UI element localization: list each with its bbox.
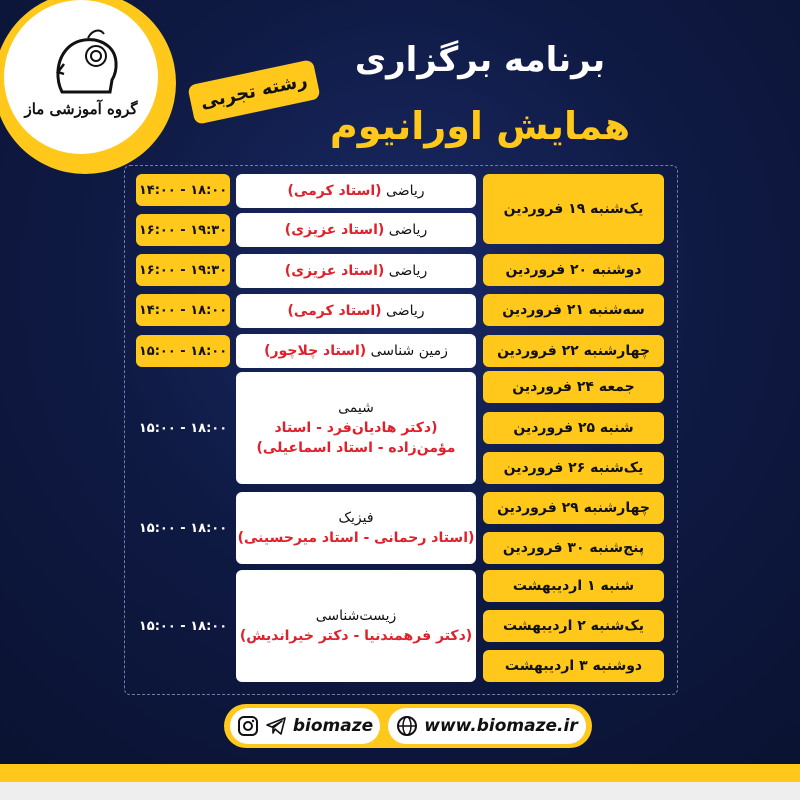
day-cell: شنبه ۱ اردیبهشت <box>483 570 664 602</box>
day-cell: دوشنبه ۲۰ فروردین <box>483 254 664 286</box>
subject-name: زمین شناسی <box>370 343 448 359</box>
telegram-icon <box>265 715 287 737</box>
subject-name: ریاضی <box>388 222 428 238</box>
time-cell: ۱۵:۰۰ - ۱۸:۰۰ <box>138 618 228 634</box>
teacher-name: (دکتر فرهمندنیا - دکتر خیراندیش) <box>239 628 473 644</box>
time-cell: ۱۴:۰۰ - ۱۸:۰۰ <box>136 174 230 206</box>
footer-stripe-light <box>0 782 800 800</box>
time-cell: ۱۵:۰۰ - ۱۸:۰۰ <box>138 420 228 436</box>
day-cell: چهارشنبه ۲۹ فروردین <box>483 492 664 524</box>
teacher-name: (استاد چلاچور) <box>264 343 367 359</box>
subject-cell <box>236 372 476 484</box>
day-cell: جمعه ۲۴ فروردین <box>483 371 664 403</box>
teacher-name: (استاد کرمی) <box>287 183 382 199</box>
footer-bar <box>224 704 592 748</box>
footer-stripe <box>0 764 800 782</box>
time-cell: ۱۶:۰۰ - ۱۹:۳۰ <box>136 214 230 246</box>
day-cell: چهارشنبه ۲۲ فروردین <box>483 335 664 367</box>
subject-cell <box>236 334 476 368</box>
globe-icon <box>396 715 418 737</box>
subject-cell <box>236 294 476 328</box>
day-cell: یک‌شنبه ۲ اردیبهشت <box>483 610 664 642</box>
subject-name: زیست‌شناسی <box>315 608 397 624</box>
day-cell: یک‌شنبه ۲۶ فروردین <box>483 452 664 484</box>
day-cell: شنبه ۲۵ فروردین <box>483 412 664 444</box>
subject-name: شیمی <box>338 400 374 416</box>
teacher-name: (استاد کرمی) <box>287 303 382 319</box>
day-cell: پنج‌شنبه ۳۰ فروردین <box>483 532 664 564</box>
time-cell: ۱۵:۰۰ - ۱۸:۰۰ <box>138 520 228 536</box>
subject-name: ریاضی <box>386 183 425 199</box>
day-cell: سه‌شنبه ۲۱ فروردین <box>483 294 664 326</box>
field-badge: رشته تجربی <box>187 59 321 125</box>
website-url: www.biomaze.ir <box>424 716 578 736</box>
teacher-name: (استاد رحمانی - استاد میرحسینی) <box>237 530 475 546</box>
subject-name: ریاضی <box>386 303 425 319</box>
instagram-icon <box>237 715 259 737</box>
subject-cell <box>236 570 476 682</box>
time-cell: ۱۶:۰۰ - ۱۹:۳۰ <box>136 254 230 286</box>
time-cell: ۱۵:۰۰ - ۱۸:۰۰ <box>136 335 230 367</box>
subject-cell <box>236 174 476 208</box>
website-link[interactable] <box>388 708 586 744</box>
subject-cell <box>236 254 476 288</box>
page-subtitle: همایش اورانیوم <box>329 104 631 148</box>
day-cell: یک‌شنبه ۱۹ فروردین <box>483 174 664 244</box>
page-title: برنامه برگزاری <box>354 40 606 80</box>
teacher-name: (استاد عزیزی) <box>284 222 385 238</box>
brain-head-icon <box>4 0 158 154</box>
day-cell: دوشنبه ۳ اردیبهشت <box>483 650 664 682</box>
teacher-name: (استاد عزیزی) <box>284 263 385 279</box>
logo-inner <box>4 0 158 154</box>
subject-name: ریاضی <box>388 263 428 279</box>
subject-cell <box>236 213 476 247</box>
teacher-name: (دکتر هادیان‌فرد - استاد مؤمن‌زاده - استاد اسماعیلی) <box>256 420 456 456</box>
time-cell: ۱۴:۰۰ - ۱۸:۰۰ <box>136 294 230 326</box>
logo-text: گروه آموزشی ماز <box>24 100 138 118</box>
social-handle: biomaze <box>292 716 374 736</box>
subject-name: فیزیک <box>338 510 374 526</box>
social-link[interactable] <box>230 708 380 744</box>
logo-badge <box>0 0 176 174</box>
subject-cell <box>236 492 476 564</box>
